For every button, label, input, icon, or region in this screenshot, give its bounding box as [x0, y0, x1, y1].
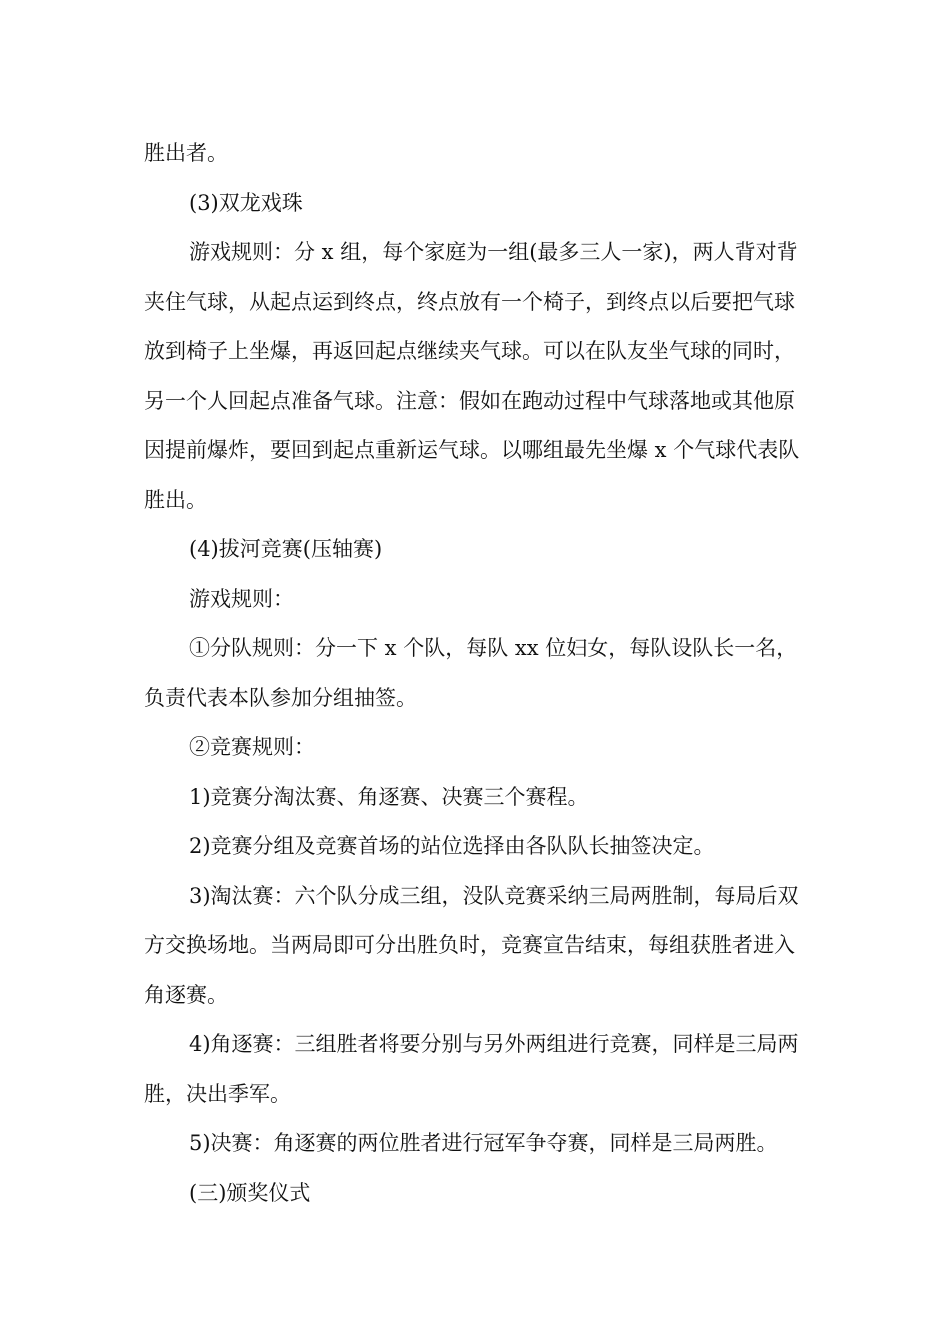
list-item-rule-5: 5)决赛：角逐赛的两位胜者进行冠军争夺赛，同样是三局两胜。 — [189, 1131, 778, 1155]
section-heading-award-ceremony: (三)颁奖仪式 — [189, 1180, 311, 1205]
list-item-rule-2: 2)竞赛分组及竞赛首场的站位选择由各队队长抽签决定。 — [189, 834, 715, 858]
paragraph-continuation: 胜出者。 — [144, 141, 228, 165]
list-item-rule-3: 3)淘汰赛：六个队分成三组，没队竞赛采纳三局两胜制，每局后双方交换场地。当两局即可分出胜负时，竞赛宣告结束，每组获胜者进入角逐赛。 — [144, 883, 799, 1007]
list-item-rule-4: 4)角逐赛：三组胜者将要分别与另外两组进行竞赛，同样是三局两胜，决出季军。 — [144, 1032, 799, 1106]
list-item-rule-1: 1)竞赛分淘汰赛、角逐赛、决赛三个赛程。 — [189, 784, 589, 809]
paragraph-double-dragon-rules: 游戏规则：分 x 组，每个家庭为一组(最多三人一家)，两人背对背夹住气球，从起点运到终点，终点放有一个椅子，到终点以后要把气球放到椅子上坐爆，再返回起点继续夹气球。可以在队友坐气球的同时，另一个人回起点准备气球。注意：假如在跑动过程中气球落地或其他原因提前爆炸，要回到起点重新运气球。以哪组最先坐爆 x 个气球代表队胜出。 — [144, 240, 800, 512]
paragraph-competition-rules-label: ②竞赛规则： — [189, 735, 315, 759]
section-heading-double-dragon: (3)双龙戏珠 — [189, 190, 303, 215]
section-heading-tug-of-war: (4)拔河竞赛(压轴赛) — [189, 537, 383, 561]
document-body — [144, 129, 810, 1218]
paragraph-rules-label: 游戏规则： — [189, 586, 294, 611]
paragraph-team-rules: ①分队规则：分一下 x 个队，每队 xx 位妇女，每队设队长一名，负责代表本队参加分组抽签。 — [144, 636, 798, 710]
